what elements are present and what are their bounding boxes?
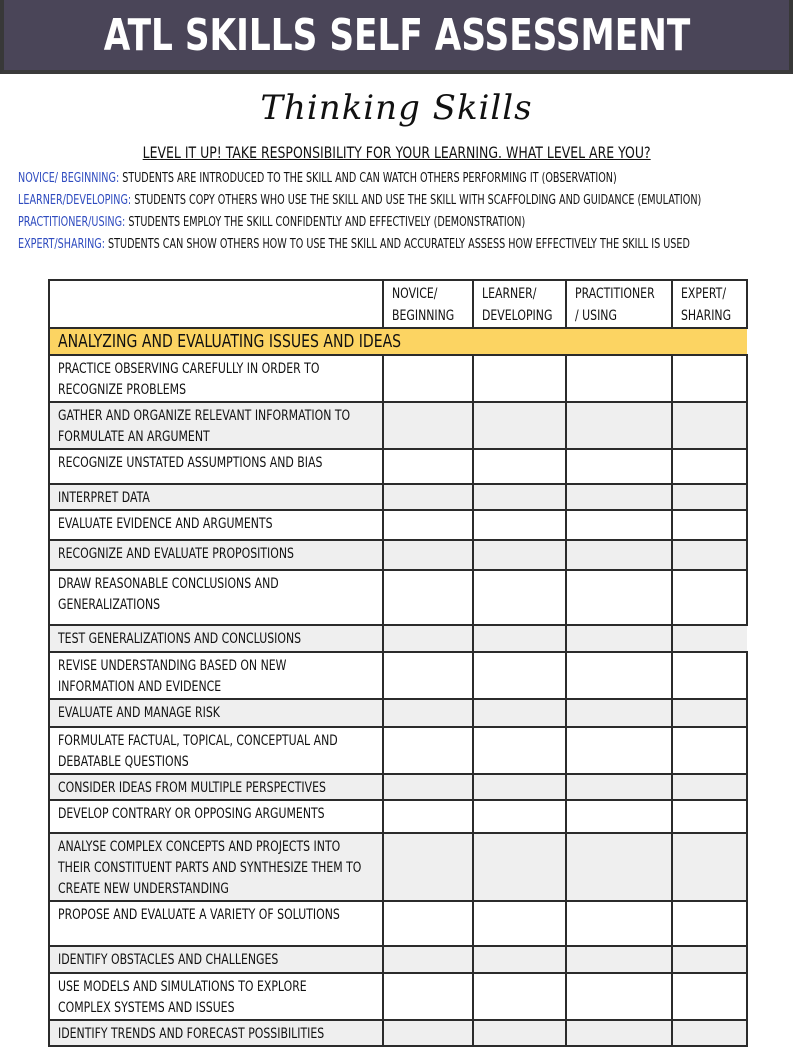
rating-cell-novice[interactable]: [383, 727, 473, 774]
table-row: [49, 901, 747, 946]
skill-label: EVALUATE AND MANAGE RISK: [58, 705, 220, 721]
skill-cell: [49, 699, 383, 727]
column-header-novice: NOVICE/ BEGINNING: [383, 280, 473, 328]
rating-cell-expert[interactable]: [672, 570, 747, 625]
rating-cell-practitioner[interactable]: [566, 402, 672, 449]
rating-cell-practitioner[interactable]: [566, 570, 672, 625]
section-title: ANALYZING AND EVALUATING ISSUES AND IDEAS: [58, 331, 402, 352]
legend-description: STUDENTS ARE INTRODUCED TO THE SKILL AND CAN WATCH OTHERS PERFORMING IT (OBSERVATION): [122, 171, 617, 186]
rating-cell-novice[interactable]: [383, 355, 473, 402]
rating-cell-learner[interactable]: [473, 833, 566, 901]
skill-cell: [49, 449, 383, 484]
rating-cell-practitioner[interactable]: [566, 540, 672, 570]
rating-cell-practitioner[interactable]: [566, 833, 672, 901]
section-header: [49, 328, 747, 355]
column-header-expert: EXPERT/ SHARING: [672, 280, 747, 328]
table-row: [49, 540, 747, 570]
column-header-practitioner: PRACTITIONER / USING: [566, 280, 672, 328]
skill-cell: [49, 727, 383, 774]
rating-cell-learner[interactable]: [473, 946, 566, 973]
rating-cell-novice[interactable]: [383, 625, 473, 652]
rating-cell-novice[interactable]: [383, 540, 473, 570]
skill-label: RECOGNIZE UNSTATED ASSUMPTIONS AND BIAS: [58, 455, 323, 471]
table-row: [49, 484, 747, 510]
level-prompt-text: LEVEL IT UP! TAKE RESPONSIBILITY FOR YOUR LEARNING. WHAT LEVEL ARE YOU?: [142, 143, 651, 162]
rating-cell-learner[interactable]: [473, 774, 566, 800]
skill-label: INTERPRET DATA: [58, 490, 150, 506]
rating-cell-learner[interactable]: [473, 484, 566, 510]
title-bar: [0, 0, 793, 74]
rating-cell-learner[interactable]: [473, 625, 566, 652]
rating-cell-expert[interactable]: [672, 901, 747, 946]
rating-cell-novice[interactable]: [383, 484, 473, 510]
skill-label: ANALYSE COMPLEX CONCEPTS AND PROJECTS INTO THEIR CONSTITUENT PARTS AND SYNTHESIZE THEM TO CREATE NEW UNDERSTANDING: [58, 839, 362, 897]
skill-cell: [49, 973, 383, 1020]
table-row: [49, 973, 747, 1020]
table-row: [49, 449, 747, 484]
rating-cell-expert[interactable]: [672, 402, 747, 449]
skill-cell: [49, 484, 383, 510]
rating-cell-novice[interactable]: [383, 833, 473, 901]
rating-cell-novice[interactable]: [383, 973, 473, 1020]
rating-cell-practitioner[interactable]: [566, 699, 672, 727]
skill-label: USE MODELS AND SIMULATIONS TO EXPLORE COMPLEX SYSTEMS AND ISSUES: [58, 979, 307, 1016]
skill-cell: [49, 652, 383, 699]
rating-cell-expert[interactable]: [672, 510, 747, 540]
skill-label: TEST GENERALIZATIONS AND CONCLUSIONS: [58, 631, 302, 647]
skill-label: CONSIDER IDEAS FROM MULTIPLE PERSPECTIVES: [58, 780, 326, 796]
rating-cell-practitioner[interactable]: [566, 774, 672, 800]
column-header-learner: LEARNER/ DEVELOPING: [473, 280, 566, 328]
table-row: [49, 625, 747, 652]
skill-cell: [49, 901, 383, 946]
table-row: [49, 402, 747, 449]
rating-cell-learner[interactable]: [473, 570, 566, 625]
rating-cell-expert[interactable]: [672, 774, 747, 800]
table-row: [49, 355, 747, 402]
table-row: [49, 570, 747, 625]
skill-cell: [49, 946, 383, 973]
skill-cell: [49, 833, 383, 901]
legend-description: STUDENTS EMPLOY THE SKILL CONFIDENTLY AND EFFECTIVELY (DEMONSTRATION): [128, 215, 526, 230]
rating-cell-expert[interactable]: [672, 625, 747, 652]
skill-cell: [49, 570, 383, 625]
rating-cell-novice[interactable]: [383, 402, 473, 449]
legend-item: [18, 212, 788, 234]
table-row: [49, 774, 747, 800]
rating-cell-expert[interactable]: [672, 449, 747, 484]
skill-cell: [49, 510, 383, 540]
rating-cell-learner[interactable]: [473, 652, 566, 699]
legend-level: NOVICE/ BEGINNING:: [18, 171, 120, 186]
skill-cell: [49, 625, 383, 652]
level-prompt: [0, 143, 793, 162]
table-header-row: [49, 280, 747, 328]
rating-cell-novice[interactable]: [383, 1020, 473, 1046]
assessment-table: [48, 279, 746, 1047]
rating-cell-practitioner[interactable]: [566, 946, 672, 973]
rating-cell-practitioner[interactable]: [566, 449, 672, 484]
skill-label: PROPOSE AND EVALUATE A VARIETY OF SOLUTIONS: [58, 907, 340, 923]
rating-cell-expert[interactable]: [672, 833, 747, 901]
rating-cell-practitioner[interactable]: [566, 973, 672, 1020]
rating-cell-novice[interactable]: [383, 901, 473, 946]
table-row: [49, 699, 747, 727]
rating-cell-novice[interactable]: [383, 652, 473, 699]
rating-cell-practitioner[interactable]: [566, 355, 672, 402]
rating-cell-expert[interactable]: [672, 1020, 747, 1046]
legend-item: [18, 168, 788, 190]
rating-cell-practitioner[interactable]: [566, 652, 672, 699]
skill-column-header: [49, 280, 383, 328]
rating-cell-learner[interactable]: [473, 800, 566, 833]
skill-label: DRAW REASONABLE CONCLUSIONS AND GENERALIZATIONS: [58, 576, 279, 613]
skill-label: IDENTIFY TRENDS AND FORECAST POSSIBILITIES: [58, 1026, 325, 1042]
table-row: [49, 833, 747, 901]
rating-cell-novice[interactable]: [383, 699, 473, 727]
rating-cell-expert[interactable]: [672, 699, 747, 727]
rating-cell-learner[interactable]: [473, 973, 566, 1020]
legend-level: EXPERT/SHARING:: [18, 237, 105, 252]
skill-cell: [49, 355, 383, 402]
skill-label: EVALUATE EVIDENCE AND ARGUMENTS: [58, 516, 273, 532]
skill-cell: [49, 540, 383, 570]
rating-cell-practitioner[interactable]: [566, 901, 672, 946]
level-legend: [18, 168, 788, 256]
rating-cell-expert[interactable]: [672, 946, 747, 973]
section-header-row: [49, 328, 747, 355]
rating-cell-learner[interactable]: [473, 699, 566, 727]
skill-cell: [49, 774, 383, 800]
skill-cell: [49, 800, 383, 833]
table-row: [49, 1020, 747, 1046]
skill-label: DEVELOP CONTRARY OR OPPOSING ARGUMENTS: [58, 806, 325, 822]
rating-cell-expert[interactable]: [672, 800, 747, 833]
rating-cell-expert[interactable]: [672, 652, 747, 699]
rating-cell-learner[interactable]: [473, 727, 566, 774]
legend-item: [18, 190, 788, 212]
skill-label: PRACTICE OBSERVING CAREFULLY IN ORDER TO RECOGNIZE PROBLEMS: [58, 361, 320, 398]
skill-label: REVISE UNDERSTANDING BASED ON NEW INFORMATION AND EVIDENCE: [58, 658, 287, 695]
rating-cell-learner[interactable]: [473, 402, 566, 449]
skill-label: IDENTIFY OBSTACLES AND CHALLENGES: [58, 952, 279, 968]
rating-cell-learner[interactable]: [473, 1020, 566, 1046]
legend-level: PRACTITIONER/USING:: [18, 215, 126, 230]
rating-cell-learner[interactable]: [473, 901, 566, 946]
rating-cell-practitioner[interactable]: [566, 727, 672, 774]
rating-cell-novice[interactable]: [383, 774, 473, 800]
skill-cell: [49, 402, 383, 449]
rating-cell-novice[interactable]: [383, 510, 473, 540]
rating-cell-expert[interactable]: [672, 973, 747, 1020]
skill-label: RECOGNIZE AND EVALUATE PROPOSITIONS: [58, 546, 294, 562]
rating-cell-learner[interactable]: [473, 355, 566, 402]
skill-label: GATHER AND ORGANIZE RELEVANT INFORMATION TO FORMULATE AN ARGUMENT: [58, 408, 351, 445]
table-row: [49, 652, 747, 699]
table-row: [49, 946, 747, 973]
rating-cell-practitioner[interactable]: [566, 484, 672, 510]
rating-cell-novice[interactable]: [383, 800, 473, 833]
rating-cell-expert[interactable]: [672, 727, 747, 774]
skill-cell: [49, 1020, 383, 1046]
rating-cell-novice[interactable]: [383, 570, 473, 625]
rating-cell-practitioner[interactable]: [566, 510, 672, 540]
legend-item: [18, 234, 788, 256]
rating-cell-learner[interactable]: [473, 449, 566, 484]
rating-cell-practitioner[interactable]: [566, 800, 672, 833]
table-row: [49, 510, 747, 540]
rating-cell-expert[interactable]: [672, 540, 747, 570]
table-row: [49, 800, 747, 833]
skill-label: FORMULATE FACTUAL, TOPICAL, CONCEPTUAL AND DEBATABLE QUESTIONS: [58, 733, 338, 770]
rating-cell-practitioner[interactable]: [566, 1020, 672, 1046]
legend-description: STUDENTS CAN SHOW OTHERS HOW TO USE THE SKILL AND ACCURATELY ASSESS HOW EFFECTIVELY THE SKILL IS USED: [108, 237, 690, 252]
rating-cell-expert[interactable]: [672, 484, 747, 510]
rating-cell-learner[interactable]: [473, 540, 566, 570]
rating-cell-novice[interactable]: [383, 449, 473, 484]
rating-cell-expert[interactable]: [672, 355, 747, 402]
table-row: [49, 727, 747, 774]
subtitle: Thinking Skills: [260, 88, 533, 128]
page-title: ATL SKILLS SELF ASSESSMENT: [103, 9, 690, 61]
legend-level: LEARNER/DEVELOPING:: [18, 193, 132, 208]
rating-cell-novice[interactable]: [383, 946, 473, 973]
rating-cell-learner[interactable]: [473, 510, 566, 540]
rating-cell-practitioner[interactable]: [566, 625, 672, 652]
legend-description: STUDENTS COPY OTHERS WHO USE THE SKILL AND USE THE SKILL WITH SCAFFOLDING AND GUIDANCE (EMULATION): [134, 193, 702, 208]
